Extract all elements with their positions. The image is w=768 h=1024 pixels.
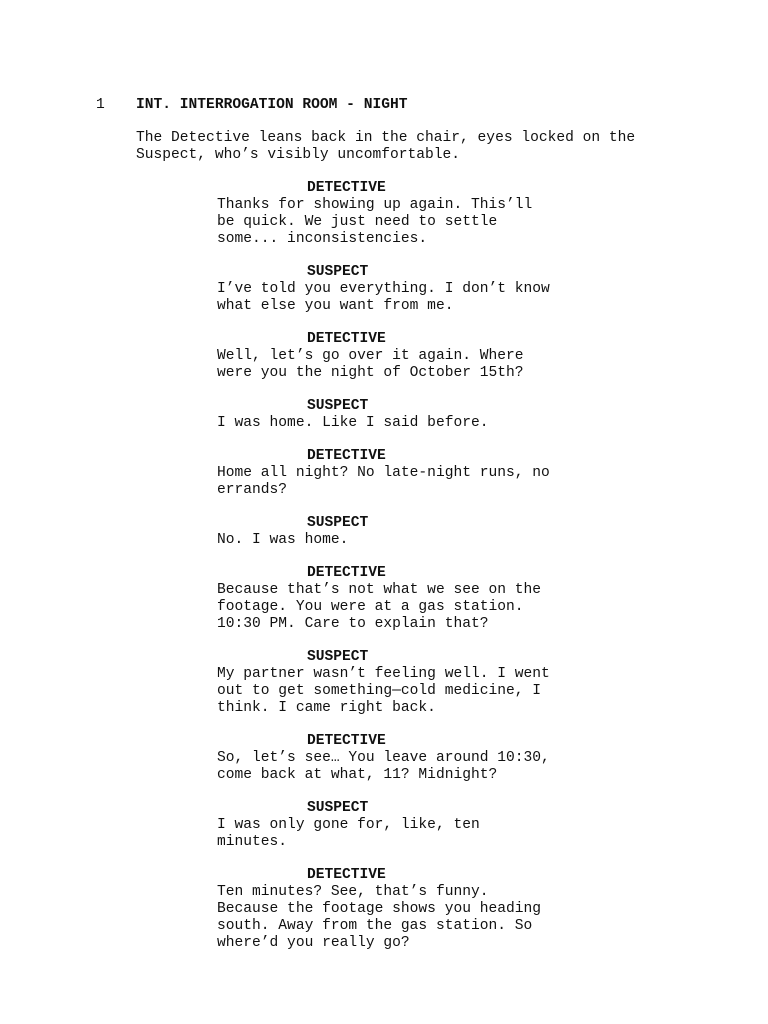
dialogue-line: south. Away from the gas station. So [217,918,533,934]
dialogue-line: My partner wasn’t feeling well. I went [217,666,550,682]
scene-heading: INT. INTERROGATION ROOM - NIGHT [136,97,408,113]
dialogue-line: I’ve told you everything. I don’t know [217,281,550,297]
dialogue-line: I was only gone for, like, ten [217,817,480,833]
dialogue-line: Because that’s not what we see on the [217,582,542,598]
character-name: DETECTIVE [307,565,386,581]
dialogue-line: be quick. We just need to settle [217,214,498,230]
dialogue-block [217,398,617,432]
dialogue-block [217,649,617,717]
character-name: SUSPECT [307,398,369,414]
dialogue-block [217,867,617,952]
dialogue-line: Because the footage shows you heading [217,901,542,917]
dialogue-list [217,180,617,968]
character-name: DETECTIVE [307,331,386,347]
dialogue-block [217,515,617,549]
dialogue-line: No. I was home. [217,532,349,548]
dialogue-block [217,800,617,851]
dialogue-line: out to get something—cold medicine, I [217,683,542,699]
dialogue-line: where’d you really go? [217,935,410,951]
dialogue-line: I was home. Like I said before. [217,415,489,431]
dialogue-line: Home all night? No late-night runs, no [217,465,550,481]
dialogue-line: Ten minutes? See, that’s funny. [217,884,489,900]
dialogue-line: Thanks for showing up again. This’ll [217,197,533,213]
dialogue-block [217,331,617,382]
action-text: The Detective leans back in the chair, eyes locked on the Suspect, who’s visibly uncomfortable. [136,130,636,163]
dialogue-block [217,180,617,248]
dialogue-line: Well, let’s go over it again. Where [217,348,524,364]
character-name: SUSPECT [307,515,369,531]
character-name: DETECTIVE [307,180,386,196]
dialogue-line: were you the night of October 15th? [217,365,524,381]
dialogue-block [217,264,617,315]
dialogue-line: errands? [217,482,288,498]
dialogue-line: what else you want from me. [217,298,454,314]
dialogue-line: come back at what, 11? Midnight? [217,767,498,783]
dialogue-block [217,448,617,499]
scene-number: 1 [96,97,105,113]
character-name: DETECTIVE [307,733,386,749]
dialogue-line: So, let’s see… You leave around 10:30, [217,750,550,766]
dialogue-line: minutes. [217,834,288,850]
character-name: DETECTIVE [307,867,386,883]
dialogue-block [217,565,617,633]
dialogue-line: think. I came right back. [217,700,436,716]
character-name: SUSPECT [307,649,369,665]
character-name: DETECTIVE [307,448,386,464]
dialogue-line: some... inconsistencies. [217,231,428,247]
character-name: SUSPECT [307,800,369,816]
dialogue-line: footage. You were at a gas station. [217,599,524,615]
dialogue-block [217,733,617,784]
character-name: SUSPECT [307,264,369,280]
dialogue-line: 10:30 PM. Care to explain that? [217,616,489,632]
